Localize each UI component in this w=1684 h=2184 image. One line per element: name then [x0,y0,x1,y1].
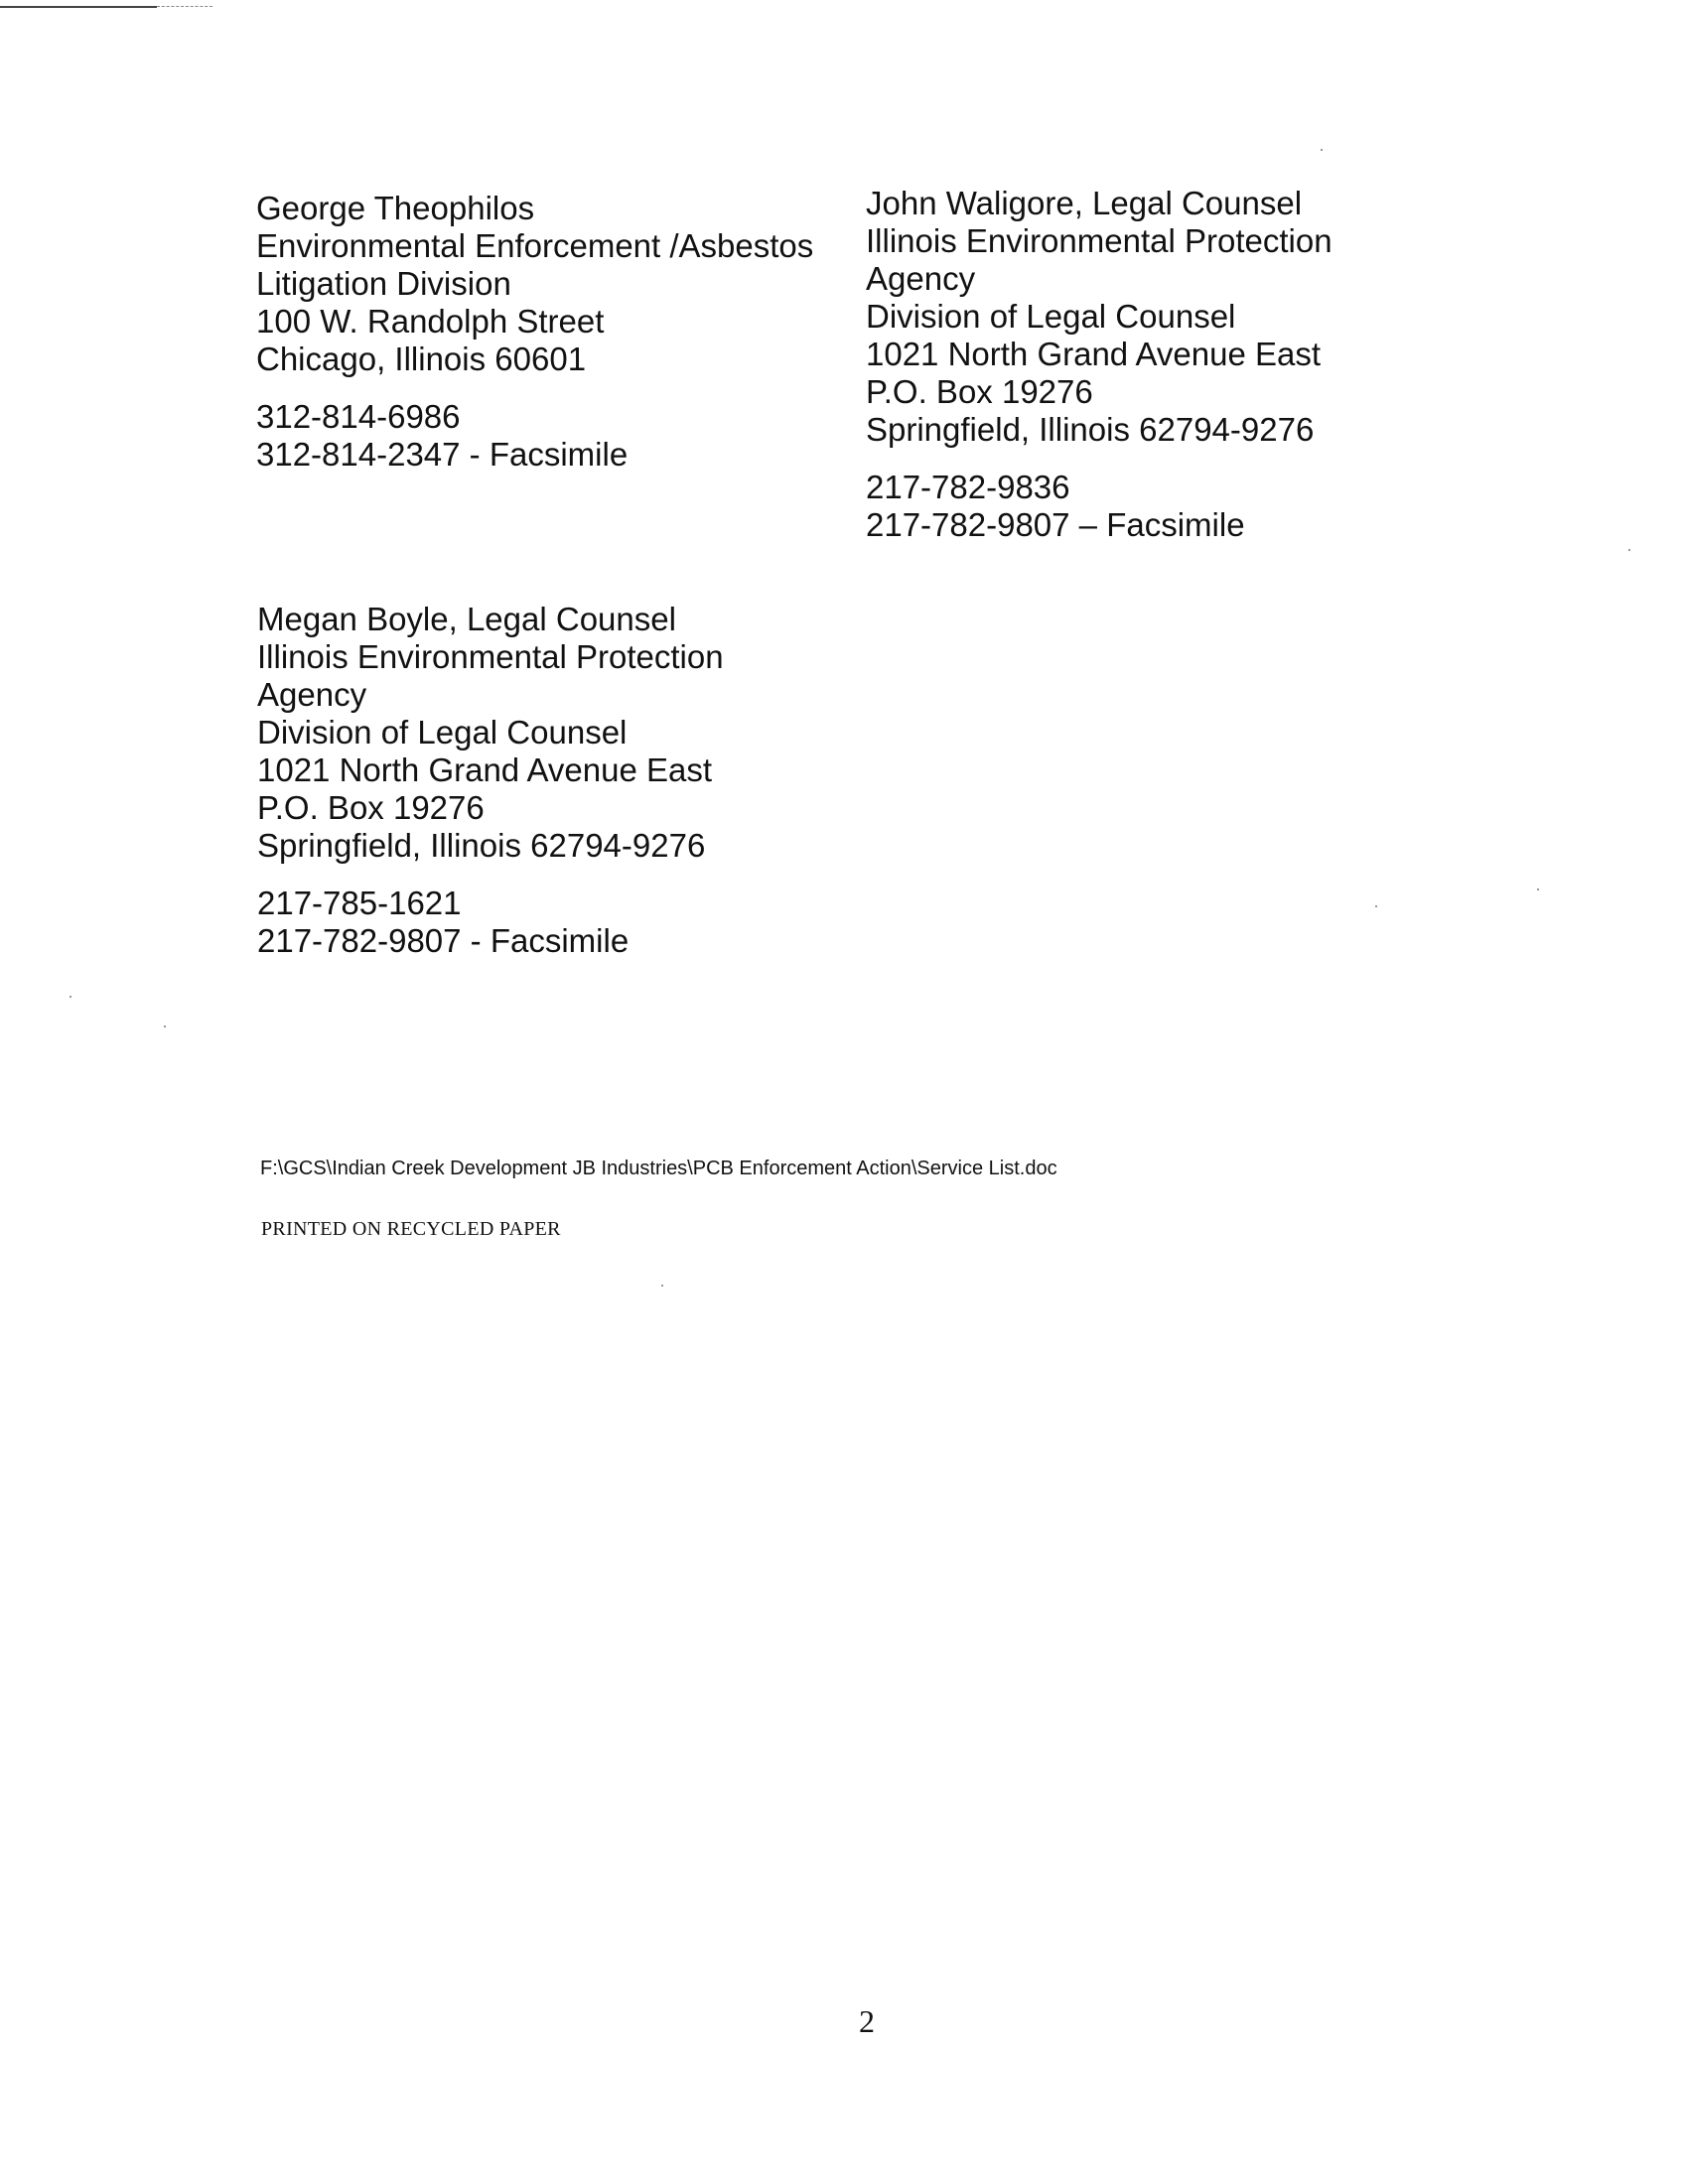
recycled-paper-note: PRINTED ON RECYCLED PAPER [261,1218,561,1240]
contact-phone: 217-782-9836 [866,469,1070,505]
scan-speck [1628,549,1630,551]
contact-fax: 217-782-9807 – Facsimile [866,506,1245,543]
contact-block-theophilos [256,190,813,474]
scan-speck [1537,888,1539,890]
contact-org: Illinois Environmental Protection [866,222,1333,259]
contact-division: Division of Legal Counsel [257,714,628,751]
contact-division: Litigation Division [256,265,511,302]
contact-street: 100 W. Randolph Street [256,303,605,340]
contact-phone: 312-814-6986 [256,398,461,435]
top-rule [0,6,157,8]
contact-block-waligore [866,185,1333,544]
contact-org: Illinois Environmental Protection [257,638,724,675]
contact-org-cont: Agency [866,260,976,297]
contact-po-box: P.O. Box 19276 [866,373,1093,410]
contact-name: Megan Boyle, Legal Counsel [257,601,676,637]
top-rule-dashed [157,6,212,7]
contact-street: 1021 North Grand Avenue East [257,751,713,788]
file-path-footer: F:\GCS\Indian Creek Development JB Industries\PCB Enforcement Action\Service List.doc [260,1158,1057,1179]
scan-speck [164,1025,166,1027]
contact-fax: 312-814-2347 - Facsimile [256,436,629,473]
contact-po-box: P.O. Box 19276 [257,789,485,826]
contact-block-boyle [257,601,724,960]
contact-city: Springfield, Illinois 62794-9276 [866,411,1315,448]
contact-name: John Waligore, Legal Counsel [866,185,1303,221]
contact-division: Division of Legal Counsel [866,298,1236,335]
contact-phone: 217-785-1621 [257,885,462,921]
contact-org-cont: Agency [257,676,367,713]
contact-city: Chicago, Illinois 60601 [256,341,587,377]
scan-speck [1375,905,1377,907]
page-number: 2 [859,2003,875,2039]
contact-name: George Theophilos [256,190,535,226]
contact-fax: 217-782-9807 - Facsimile [257,922,630,959]
contact-org: Environmental Enforcement /Asbestos [256,227,814,264]
scan-speck [1321,149,1323,151]
contact-city: Springfield, Illinois 62794-9276 [257,827,706,864]
contact-street: 1021 North Grand Avenue East [866,336,1322,372]
scan-speck [661,1285,663,1287]
scan-speck [70,996,71,998]
